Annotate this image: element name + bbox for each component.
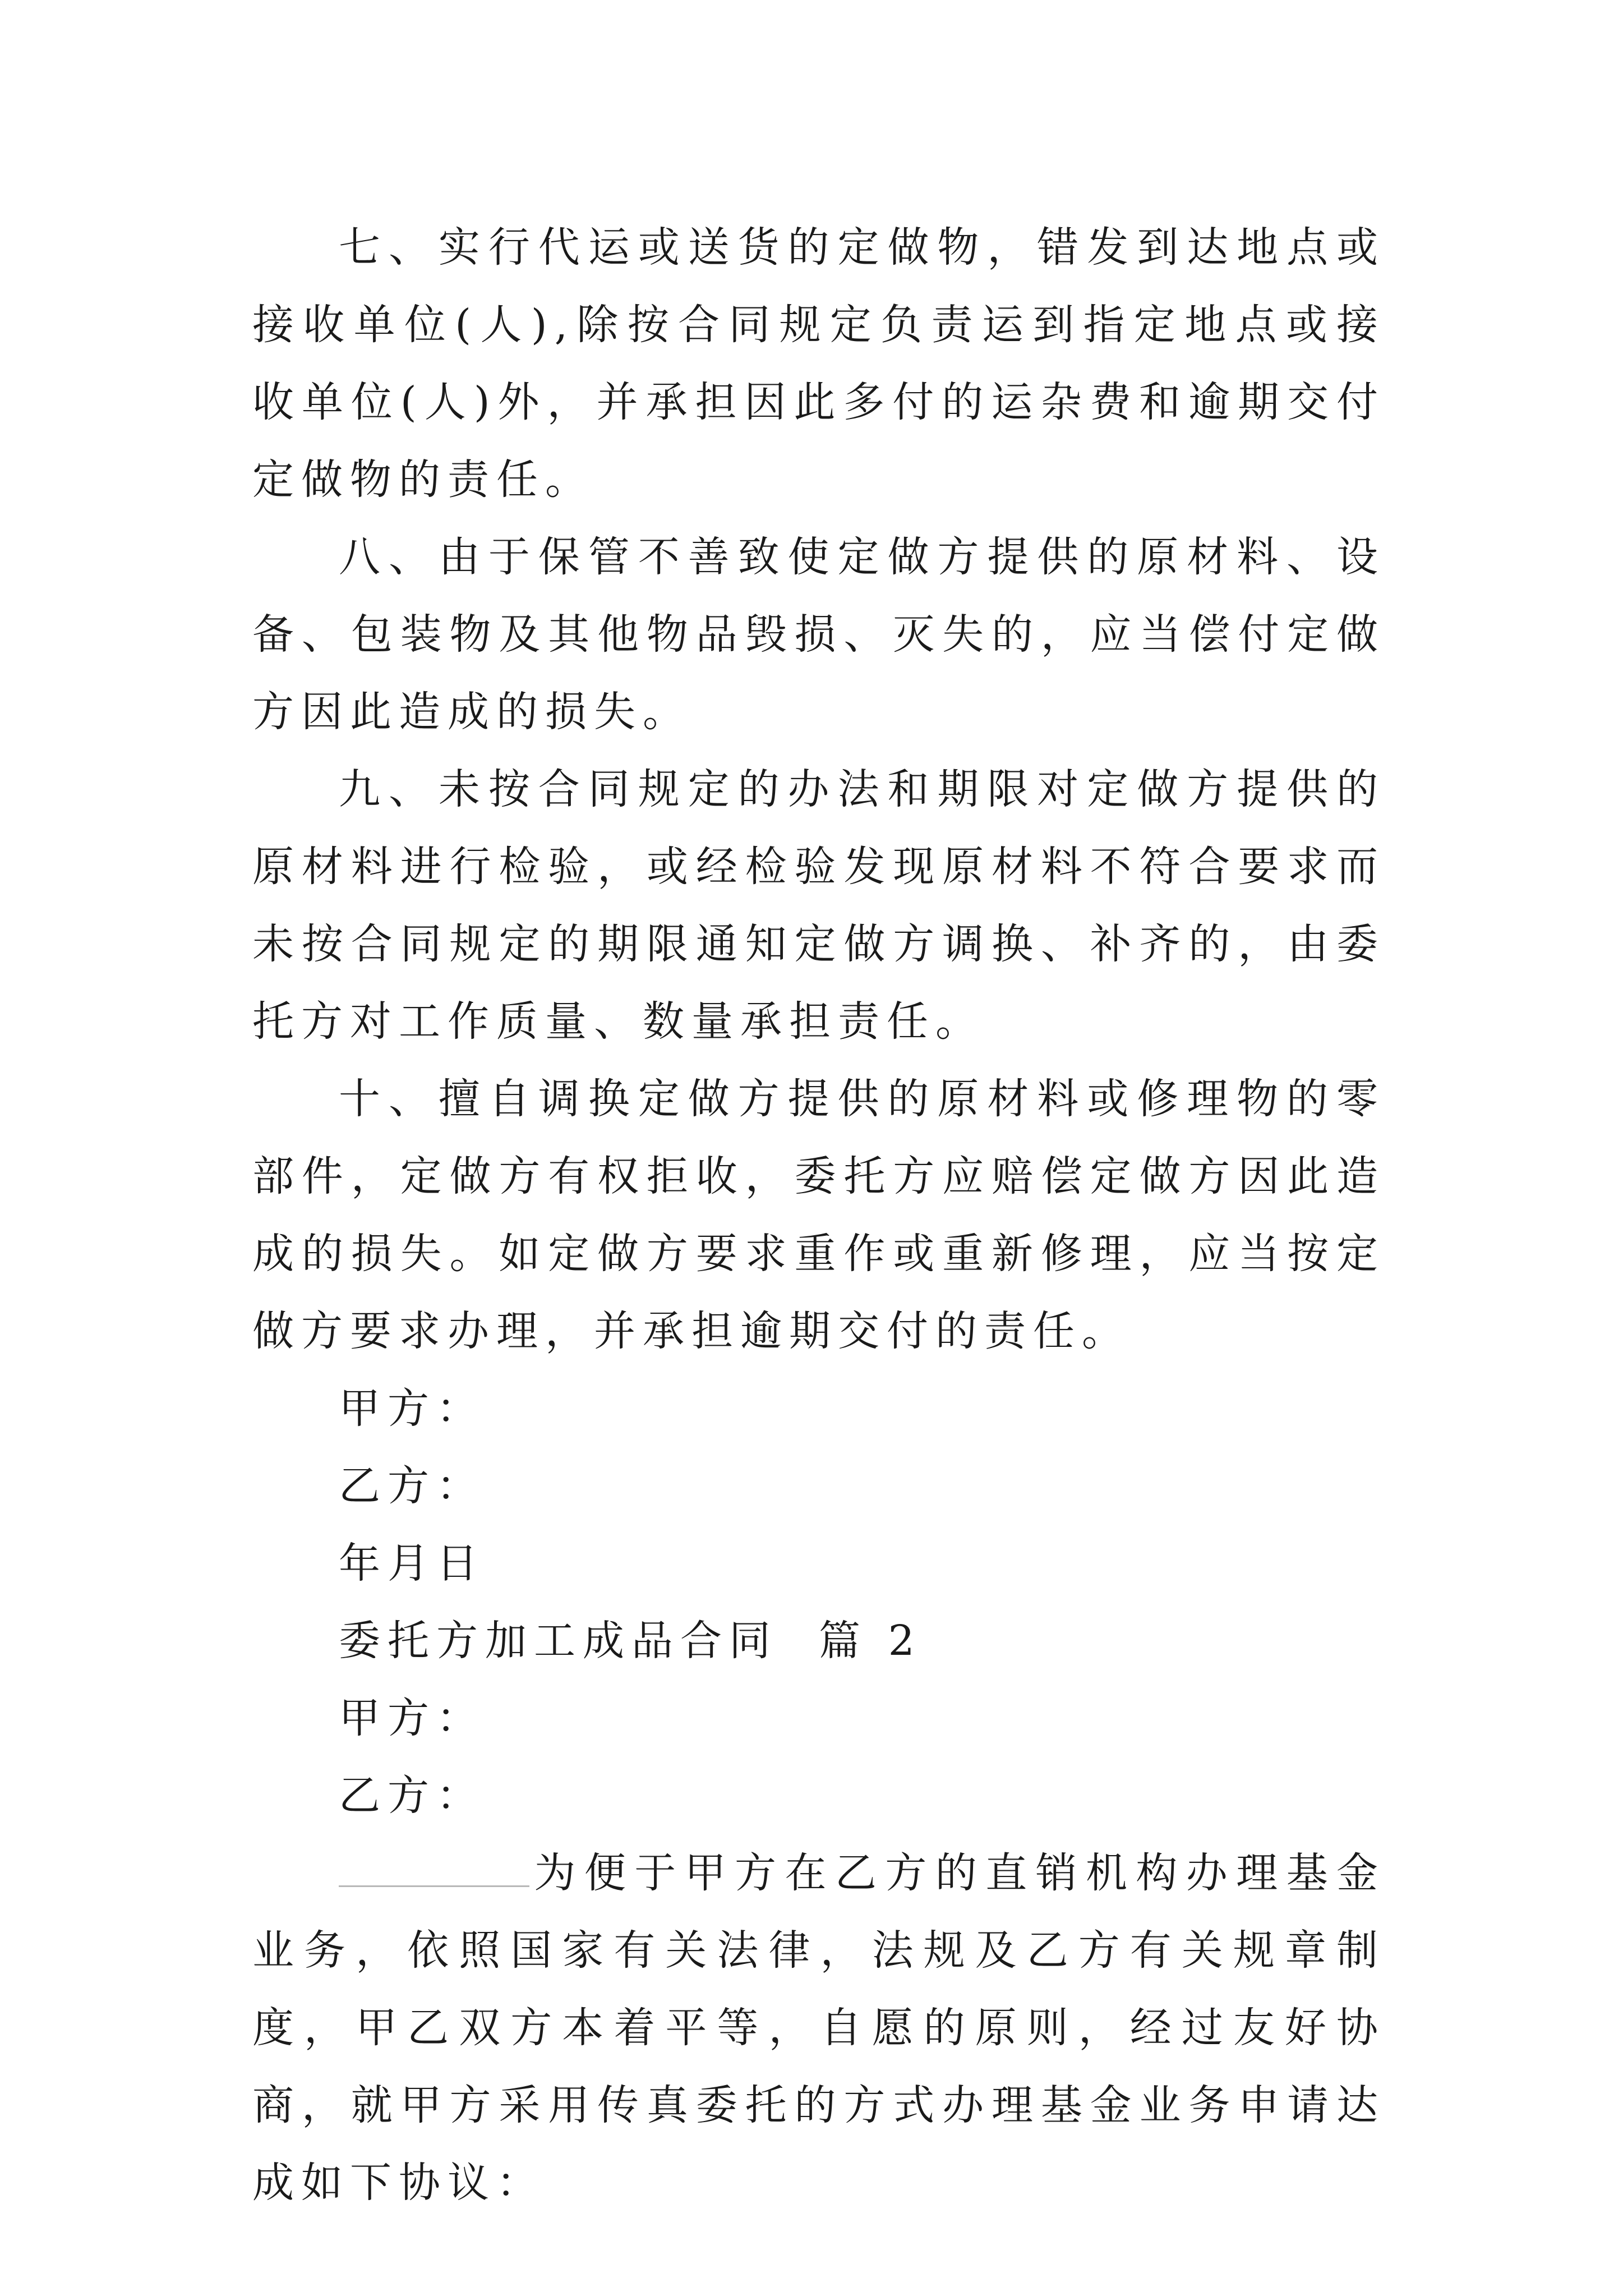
- clause-8: 八、由于保管不善致使定做方提供的原材料、设备、包装物及其他物品毁损、灭失的，应当偿付定做方因此造成的损失。: [252, 533, 1385, 736]
- clause-10: 十、擅自调换定做方提供的原材料或修理物的零部件，定做方有权拒收，委托方应赔偿定做方因此造成的损失。如定做方要求重作或重新修理，应当按定做方要求办理，并承担逾期交付的责任。: [252, 1075, 1385, 1355]
- document-body: [252, 209, 1385, 2221]
- section2-intro-text: 为便于甲方在乙方的直销机构办理基金业务，依照国家有关法律，法规及乙方有关规章制度，甲乙双方本着平等，自愿的原则，经过友好协商，就甲方采用传真委托的方式办理基金业务申请达成如下协议：: [252, 1849, 1385, 2207]
- clause-9: 九、未按合同规定的办法和期限对定做方提供的原材料进行检验，或经检验发现原材料不符合要求而未按合同规定的期限通知定做方调换、补齐的，由委托方对工作质量、数量承担责任。: [252, 765, 1385, 1046]
- signature-party-b: 乙方：: [339, 1462, 485, 1510]
- signature-date: 年月日: [339, 1539, 485, 1588]
- section2-intro-paragraph: [252, 1834, 1385, 2221]
- blank-fill-line: [339, 1852, 529, 1887]
- clause-7: 七、实行代运或送货的定做物，错发到达地点或接收单位(人),除按合同规定负责运到指定地点或接收单位(人)外，并承担因此多付的运杂费和逾期交付定做物的责任。: [252, 223, 1385, 504]
- section2-party-b: 乙方：: [339, 1772, 485, 1820]
- section-title: 委托方加工成品合同 篇 2: [339, 1617, 922, 1665]
- section2-party-a: 甲方：: [339, 1694, 485, 1742]
- signature-party-a: 甲方：: [339, 1384, 485, 1433]
